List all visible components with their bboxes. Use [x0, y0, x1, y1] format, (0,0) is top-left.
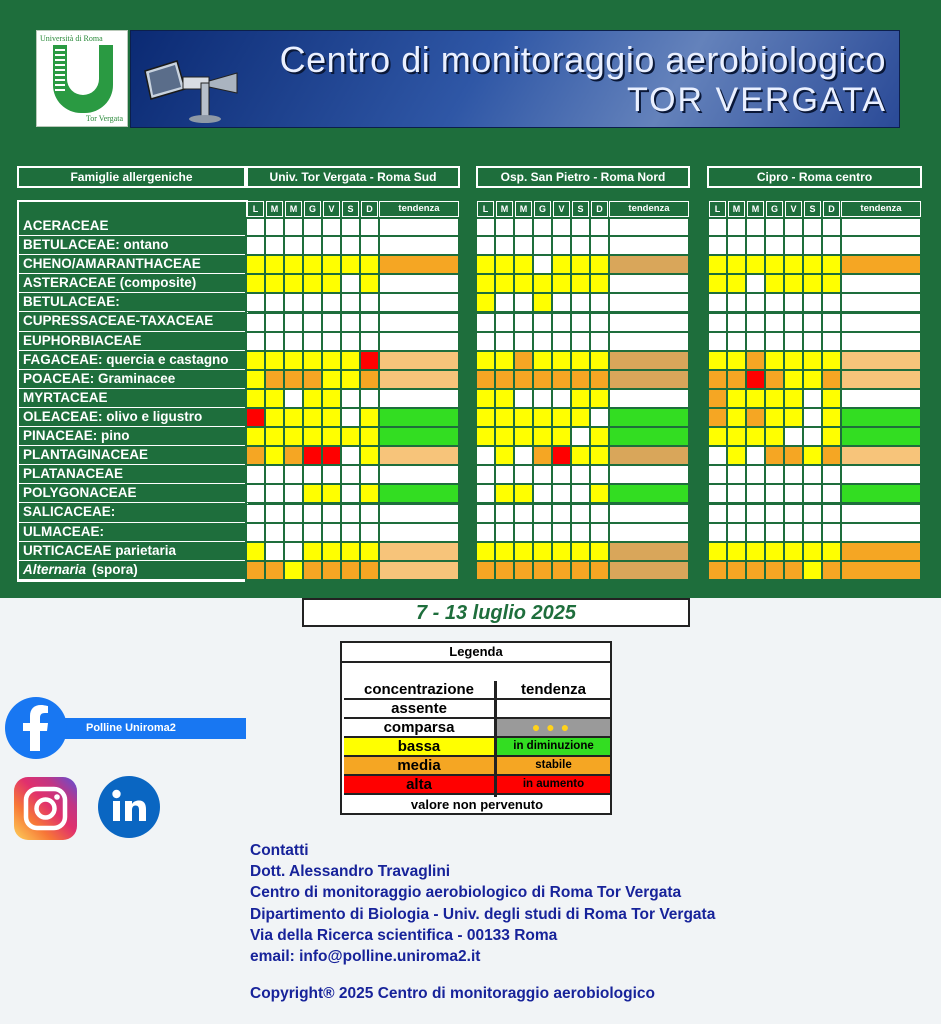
legend-tendency-3: stabile — [497, 757, 610, 776]
families-header: Famiglie allergeniche — [17, 166, 246, 188]
station-grid-0 — [246, 201, 460, 580]
legend-footer: valore non pervenuto — [410, 797, 544, 812]
day-label: M — [728, 201, 745, 217]
banner-subtitle: TOR VERGATA — [626, 81, 887, 119]
family-name: FAGACEAE: quercia e castagno — [23, 351, 229, 367]
contact-department: Dipartimento di Biologia - Univ. degli studi di Roma Tor Vergata — [250, 905, 716, 923]
day-label: V — [785, 201, 802, 217]
family-row — [19, 561, 246, 580]
linkedin-icon[interactable] — [98, 776, 160, 838]
family-name: MYRTACEAE — [23, 389, 108, 405]
family-name: PLATANACEAE — [23, 466, 123, 482]
family-name: ACERACEAE — [23, 218, 109, 233]
family-row — [19, 236, 246, 255]
logo-u-shape — [53, 45, 113, 113]
facebook-icon[interactable] — [5, 697, 67, 759]
family-name: BETULACEAE: — [23, 294, 120, 310]
day-label: L — [477, 201, 494, 217]
day-label: M — [747, 201, 764, 217]
family-name: Alternaria — [23, 561, 87, 577]
instagram-icon[interactable] — [14, 777, 77, 840]
family-row — [19, 523, 246, 542]
day-label: M — [285, 201, 302, 217]
day-label: G — [534, 201, 551, 217]
family-row — [19, 370, 246, 389]
family-name: CHENO/AMARANTHACEAE — [23, 256, 201, 272]
tendency-header: tendenza — [379, 201, 459, 217]
station-grid-1 — [476, 201, 690, 580]
family-row — [19, 503, 246, 522]
family-name: POLYGONACEAE — [23, 485, 137, 501]
logo-top-text: Università di Roma — [40, 34, 103, 43]
contact-email[interactable]: email: info@polline.uniroma2.it — [250, 948, 481, 966]
station-header-2: Cipro - Roma centro — [707, 166, 922, 188]
day-label: V — [323, 201, 340, 217]
legend-tendency-header: tendenza — [497, 681, 610, 700]
legend-tendency-2: in diminuzione — [497, 738, 610, 757]
contact-center: Centro di monitoraggio aerobiologico di Roma Tor Vergata — [250, 884, 682, 902]
family-name: PINACEAE: pino — [23, 428, 130, 444]
family-row — [19, 255, 246, 274]
family-row — [19, 465, 246, 484]
copyright: Copyright® 2025 Centro di monitoraggio aerobiologico — [250, 985, 655, 1002]
title-banner — [130, 30, 900, 128]
family-row — [19, 332, 246, 351]
day-label: D — [823, 201, 840, 217]
university-logo[interactable] — [36, 30, 128, 127]
contact-address: Via della Ricerca scientifica - 00133 Roma — [250, 926, 558, 944]
legend-box — [340, 641, 612, 815]
day-label: D — [591, 201, 608, 217]
date-range: 7 - 13 luglio 2025 — [302, 598, 690, 627]
family-row — [19, 351, 246, 370]
family-name: ULMACEAE: — [23, 523, 104, 539]
facebook-link[interactable]: Polline Uniroma2 — [60, 718, 246, 739]
family-name: PLANTAGINACEAE — [23, 447, 149, 463]
family-row — [19, 446, 246, 465]
legend-level-2: bassa — [344, 738, 494, 757]
legend-not-received-swatch — [497, 719, 610, 738]
legend-tendency-4: in aumento — [497, 776, 610, 795]
day-label: S — [572, 201, 589, 217]
contacts-block — [250, 840, 715, 967]
station-grid-2 — [708, 201, 922, 580]
tendency-header: tendenza — [841, 201, 921, 217]
legend-title: Legenda — [342, 643, 610, 663]
banner-title: Centro di monitoraggio aerobiologico — [279, 39, 886, 80]
day-label: M — [266, 201, 283, 217]
day-label: S — [804, 201, 821, 217]
family-name: ASTERACEAE (composite) — [23, 275, 197, 291]
logo-bottom-text: Tor Vergata — [85, 114, 123, 123]
family-name: SALICACEAE: — [23, 504, 116, 520]
family-name: BETULACEAE: ontano — [23, 237, 169, 253]
family-row — [19, 408, 246, 427]
contact-name: Dott. Alessandro Travaglini — [250, 863, 451, 881]
dots-icon: ●●● — [531, 719, 576, 735]
family-row — [19, 293, 246, 312]
day-label: M — [515, 201, 532, 217]
family-name: CUPRESSACEAE-TAXACEAE — [23, 313, 214, 329]
day-label: G — [766, 201, 783, 217]
legend-level-0: assente — [344, 700, 494, 719]
family-row — [19, 427, 246, 446]
legend-tendency-0 — [497, 700, 610, 719]
day-label: M — [496, 201, 513, 217]
family-row — [19, 542, 246, 561]
day-label: V — [553, 201, 570, 217]
day-label: S — [342, 201, 359, 217]
legend-concentration-header: concentrazione — [344, 681, 494, 700]
day-label: D — [361, 201, 378, 217]
legend-level-3: media — [344, 757, 494, 776]
contacts-heading: Contatti — [250, 842, 309, 859]
station-header-1: Osp. San Pietro - Roma Nord — [476, 166, 690, 188]
family-suffix: (spora) — [92, 561, 138, 577]
family-name: POACEAE: Graminacee — [23, 370, 176, 386]
family-row — [19, 312, 246, 331]
legend-level-1: comparsa — [344, 719, 494, 738]
station-header-0: Univ. Tor Vergata - Roma Sud — [246, 166, 460, 188]
day-label: L — [709, 201, 726, 217]
family-name: OLEACEAE: olivo e ligustro — [23, 408, 203, 424]
family-name: EUPHORBIACEAE — [23, 332, 142, 348]
family-list — [19, 217, 246, 580]
day-label: L — [247, 201, 264, 217]
legend-level-4: alta — [344, 776, 494, 795]
family-name: URTICACEAE parietaria — [23, 542, 177, 558]
tendency-header: tendenza — [609, 201, 689, 217]
family-row — [19, 484, 246, 503]
day-label: G — [304, 201, 321, 217]
family-row — [19, 274, 246, 293]
family-row — [19, 217, 246, 236]
family-row — [19, 389, 246, 408]
